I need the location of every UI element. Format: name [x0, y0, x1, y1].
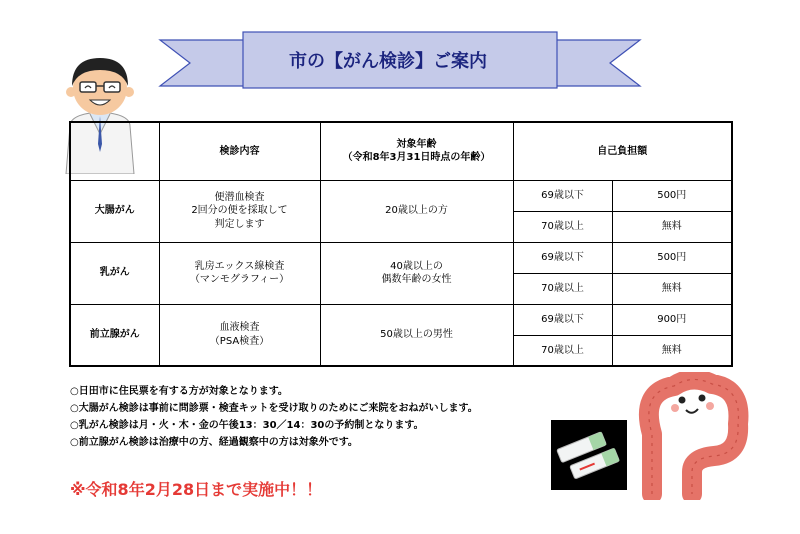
row-name: 大腸がん	[70, 180, 159, 242]
header-cost: 自己負担額	[513, 122, 732, 180]
fee-price: 500円	[612, 242, 732, 273]
header-content: 検診内容	[159, 122, 320, 180]
row-content	[159, 304, 320, 366]
fee-age: 69歳以下	[513, 180, 612, 211]
row-age	[320, 304, 513, 366]
row-content-line: （PSA検査）	[209, 335, 270, 347]
table-row	[70, 304, 732, 335]
fee-price: 500円	[612, 180, 732, 211]
deadline-notice: ※令和8年2月28日まで実施中！！	[70, 480, 323, 499]
fee-price: 無料	[612, 273, 732, 304]
row-age-line: 40歳以上の	[390, 260, 443, 272]
fee-age: 70歳以上	[513, 335, 612, 366]
table-header-row	[70, 122, 732, 180]
fee-price: 無料	[612, 335, 732, 366]
page-title: 市の【がん検診】ご案内	[289, 51, 487, 72]
header-age-line1: 対象年齢	[396, 138, 437, 150]
row-content-line: 便潜血検査	[214, 191, 265, 203]
row-content-line: 血液検査	[219, 322, 260, 334]
test-kit-icon	[551, 420, 627, 490]
row-age-line: 偶数年齢の女性	[381, 274, 452, 285]
fee-age: 70歳以上	[513, 211, 612, 242]
row-age-line: 20歳以上の方	[385, 205, 448, 217]
fee-age: 69歳以下	[513, 242, 612, 273]
fee-price: 無料	[612, 211, 732, 242]
note-item: ○大腸がん検診は事前に問診票・検査キットを受け取りのためにご来院をおねがいします。	[70, 403, 478, 414]
screening-table	[69, 121, 733, 367]
table-row	[70, 180, 732, 211]
header-age-line2: （令和8年3月31日時点の年齢）	[342, 152, 491, 164]
row-content	[159, 242, 320, 304]
row-content-line: 乳房エックス線検査	[194, 260, 285, 272]
header-blank-cell	[70, 122, 159, 180]
header-age	[320, 122, 513, 180]
row-age	[320, 180, 513, 242]
fee-price: 900円	[612, 304, 732, 335]
row-content-line: 2回分の便を採取して	[191, 205, 288, 217]
row-name: 前立腺がん	[70, 304, 159, 366]
note-item: ○乳がん検診は月・火・木・金の午後13：30／14：30の予約制となります。	[70, 420, 424, 431]
fee-age: 70歳以上	[513, 273, 612, 304]
row-content-line: （マンモグラフィー）	[189, 274, 290, 285]
row-content-line: 判定します	[214, 218, 265, 230]
row-name: 乳がん	[70, 242, 159, 304]
fee-age: 69歳以下	[513, 304, 612, 335]
row-content	[159, 180, 320, 242]
row-age	[320, 242, 513, 304]
note-item: ○日田市に住民票を有する方が対象となります。	[70, 386, 288, 397]
note-item: ○前立腺がん検診は治療中の方、経過観察中の方は対象外です。	[70, 437, 358, 448]
row-age-line: 50歳以上の男性	[380, 329, 453, 340]
colon-character-icon	[630, 372, 755, 500]
notes-list	[70, 383, 630, 451]
table-row	[70, 242, 732, 273]
